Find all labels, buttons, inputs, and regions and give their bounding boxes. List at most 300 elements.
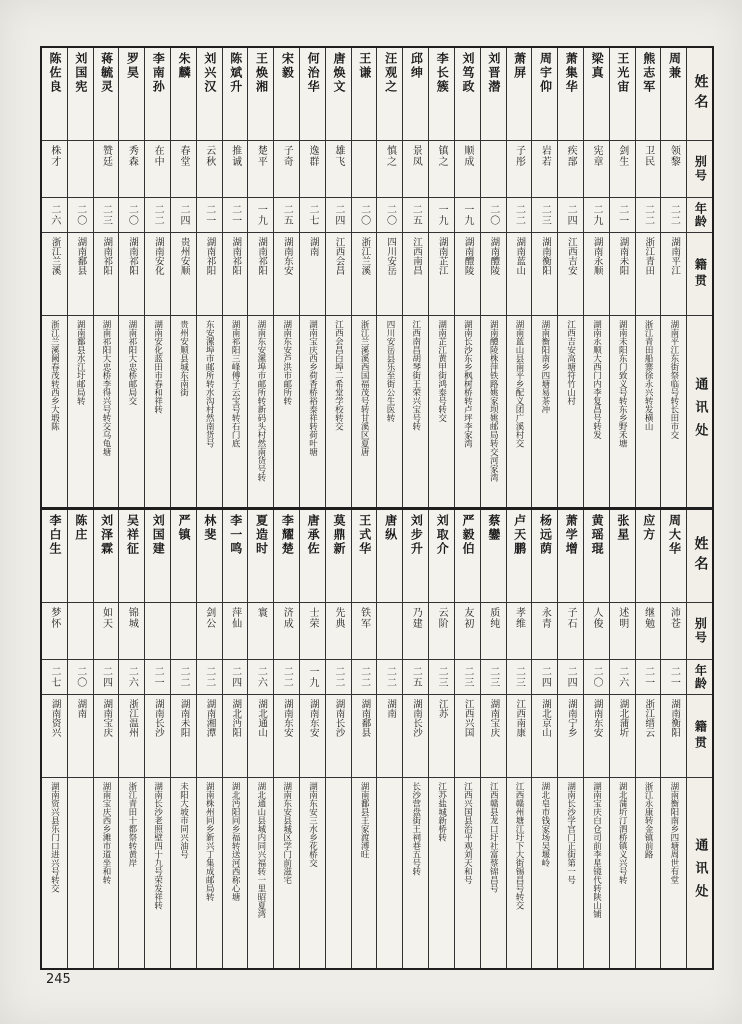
entry-name: 唐焕文 (326, 48, 351, 141)
entry-native: 浙江缙云 (636, 695, 661, 778)
entry-alias: 推诚 (223, 141, 248, 198)
entry-column (144, 48, 170, 507)
entry-address: 湖南资兴县乐门口进兴号转交 (49, 781, 60, 892)
entry-name: 李长簇 (429, 48, 454, 141)
entry-column (480, 510, 506, 969)
entry-name: 刘兴汉 (197, 48, 222, 141)
entry-name: 黄瑶琨 (584, 510, 609, 603)
entry-age: 二〇 (68, 198, 93, 233)
entry-address: 湖南未阳东门致义号转东乡野禾塘 (617, 320, 628, 448)
entry-age: 二〇 (68, 660, 93, 695)
entry-age: 二〇 (481, 198, 506, 233)
header-name: 姓名 (687, 48, 712, 141)
entry-column (42, 510, 67, 969)
entry-alias (481, 141, 506, 198)
entry-address: 湖南祁阳三峰傅子云宝号转石门底 (230, 320, 241, 448)
entry-name: 吴祥征 (119, 510, 144, 603)
entry-native: 江西会昌 (326, 233, 351, 316)
entry-column (506, 510, 532, 969)
entry-address: 四川安岳县乐至街公生医转 (384, 320, 395, 422)
entry-address: 江西吉安高塘符竹山村 (565, 320, 576, 405)
entry-age: 一九 (429, 198, 454, 233)
entry-name: 萧学增 (558, 510, 583, 603)
entry-address: 湖北皂市钱家场吴堰岭 (539, 781, 550, 867)
entry-column (609, 510, 635, 969)
entry-column (402, 48, 428, 507)
entry-age: 二四 (558, 198, 583, 233)
entry-age: 二一 (661, 660, 686, 695)
entry-alias: 铁军 (352, 603, 377, 660)
entry-column (402, 510, 428, 969)
entry-age: 二〇 (352, 198, 377, 233)
entry-alias: 孝维 (507, 603, 532, 660)
entry-name: 李耀楚 (274, 510, 299, 603)
entry-age: 二六 (610, 660, 635, 695)
entry-name: 严镇 (171, 510, 196, 603)
entry-native: 湖南长沙 (326, 695, 351, 778)
entry-address: 浙江兰溪溪西国福茂号转甘溪区夏唐 (359, 320, 370, 456)
entry-alias: 卫民 (636, 141, 661, 198)
entry-alias: 景凤 (403, 141, 428, 198)
entry-age: 二七 (300, 198, 325, 233)
entry-name: 朱麟 (171, 48, 196, 141)
entry-column (660, 48, 686, 507)
entry-native: 湖南宁乡 (558, 695, 583, 778)
entry-column (531, 48, 557, 507)
entry-native: 湖南长沙 (403, 695, 428, 778)
entry-address: 江苏盐城新桥转 (436, 781, 447, 841)
entry-native: 湖南祁阳 (223, 233, 248, 316)
entry-alias: 楚平 (248, 141, 273, 198)
entry-age: 二二 (274, 660, 299, 695)
entry-alias: 云秋 (197, 141, 222, 198)
entry-age: 二六 (248, 660, 273, 695)
entry-alias: 寰 (248, 603, 273, 660)
entry-name: 蒋毓灵 (94, 48, 119, 141)
entry-native: 湖南未阳 (171, 695, 196, 778)
entry-age: 二五 (403, 198, 428, 233)
entry-column (196, 510, 222, 969)
entry-address: 未阳大坡市同兴油号 (178, 781, 189, 858)
entry-native: 江苏 (429, 695, 454, 778)
entry-alias: 沛苍 (661, 603, 686, 660)
entry-alias: 秀森 (119, 141, 144, 198)
entry-address: 湖南安化蓝田市春和祥转 (152, 320, 163, 414)
entry-name: 周宇仰 (532, 48, 557, 141)
entry-column (93, 510, 119, 969)
entry-address: 湖南鄱县王家渡溥旺 (359, 781, 370, 858)
entry-column (222, 48, 248, 507)
header-name: 姓名 (687, 510, 712, 603)
entry-age: 二四 (326, 198, 351, 233)
entry-name: 邱绅 (403, 48, 428, 141)
entry-column (531, 510, 557, 969)
entry-age: 一九 (248, 198, 273, 233)
entry-age: 二九 (584, 198, 609, 233)
entry-address: 湖南宝庆西乡滩市道坐和转 (101, 781, 111, 884)
entry-alias: 梦怀 (42, 603, 67, 660)
entry-native: 湖南东安 (584, 695, 609, 778)
entry-age: 二四 (558, 660, 583, 695)
entry-column (170, 48, 196, 507)
entry-column (299, 510, 325, 969)
entry-column (583, 510, 609, 969)
entry-name: 李白生 (42, 510, 67, 603)
entry-alias: 岩若 (532, 141, 557, 198)
entry-name: 王焕湘 (248, 48, 273, 141)
entry-native: 湖南 (300, 233, 325, 316)
entry-alias: 子彤 (507, 141, 532, 198)
entry-column (118, 48, 144, 507)
entry-column (609, 48, 635, 507)
entry-name: 梁真 (584, 48, 609, 141)
entry-name: 汪观之 (377, 48, 402, 141)
entry-alias (68, 603, 93, 660)
entry-name: 刘国建 (145, 510, 170, 603)
entry-alias: 株才 (42, 141, 67, 198)
entry-name: 萧集华 (558, 48, 583, 141)
entry-age: 二二 (636, 198, 661, 233)
header-native: 籍贯 (687, 233, 712, 316)
entry-address: 湖南株州同乡新兴丁集成邮局转 (204, 781, 215, 901)
entry-column (144, 510, 170, 969)
entry-column (635, 48, 661, 507)
entry-native: 湖南鄱县 (352, 695, 377, 778)
entry-column (325, 48, 351, 507)
entry-address: 湖北沔阳同乡福转送河西称心塘 (230, 781, 241, 901)
entry-alias: 述明 (610, 603, 635, 660)
entry-address: 长沙营盘街王祠巷五号转 (410, 781, 421, 875)
entry-age: 二〇 (377, 198, 402, 233)
entry-name: 林斐 (197, 510, 222, 603)
entry-column (196, 48, 222, 507)
entry-column (67, 510, 93, 969)
entry-alias: 慎之 (377, 141, 402, 198)
entry-name: 严毅伯 (455, 510, 480, 603)
entry-age: 二四 (223, 660, 248, 695)
entry-name: 罗昊 (119, 48, 144, 141)
entry-column (557, 48, 583, 507)
entry-address (377, 778, 402, 969)
entry-column (273, 48, 299, 507)
entry-age: 二二 (507, 198, 532, 233)
entry-name: 周大华 (661, 510, 686, 603)
header-age: 年龄 (687, 660, 712, 695)
entry-age: 二四 (171, 198, 196, 233)
entry-native: 湖南醴陵 (455, 233, 480, 316)
entry-column (351, 510, 377, 969)
entry-column (170, 510, 196, 969)
entry-address: 湖南东安漯埠市邮所转新码头村然南货号转 (255, 320, 266, 482)
entry-alias: 剑公 (197, 603, 222, 660)
entry-native: 湖南宝庆 (94, 695, 119, 778)
entry-address: 江西南昌胡琴街王荣兴宝号转 (410, 320, 421, 431)
entry-native: 浙江青田 (636, 233, 661, 316)
entry-address: 湖南衡阳南乡四塘易茶冲 (539, 320, 550, 414)
register-band-bottom (42, 507, 712, 969)
entry-native: 浙江温州 (119, 695, 144, 778)
entry-alias: 春堂 (171, 141, 196, 198)
entry-native: 浙江兰溪 (352, 233, 377, 316)
entry-native: 湖南祁阳 (119, 233, 144, 316)
entry-alias: 济成 (274, 603, 299, 660)
entry-name: 李南孙 (145, 48, 170, 141)
entry-alias: 先典 (326, 603, 351, 660)
entry-age: 二三 (429, 660, 454, 695)
entry-native: 湖南祁阳 (94, 233, 119, 316)
entry-age: 二二 (352, 660, 377, 695)
entry-alias: 在中 (145, 141, 170, 198)
entry-alias: 剑生 (610, 141, 635, 198)
entry-address: 浙江永康转金镇前路 (643, 781, 654, 858)
entry-age: 一九 (455, 198, 480, 233)
entry-native: 湖北通山 (248, 695, 273, 778)
entry-address: 江西兴国县治平观刘天和号 (462, 781, 473, 884)
entry-native: 湖南东安 (274, 695, 299, 778)
entry-address: 浙江青田十都祭转黄岸 (126, 781, 137, 867)
header-alias: 别号 (687, 141, 712, 198)
entry-name: 刘步升 (403, 510, 428, 603)
entry-address: 湖南东安芦洪市邮所转 (281, 320, 292, 405)
entry-address: 湖南永顺大西门内李复昌号转发 (591, 320, 602, 439)
entry-native: 湖南永顺 (584, 233, 609, 316)
entry-address: 湖南芷江黄甲街鸿泰号转交 (436, 320, 447, 422)
page-number: 245 (46, 972, 71, 987)
entry-address: 湖南平江东街祭临号转长田市交 (668, 320, 679, 439)
entry-name: 应方 (636, 510, 661, 603)
entry-column (376, 510, 402, 969)
entry-column (93, 48, 119, 507)
entry-native: 湖南长沙 (145, 695, 170, 778)
entry-address: 湖南东安县城区学门前滋宅 (281, 781, 292, 884)
entry-column (557, 510, 583, 969)
entry-alias: 友初 (455, 603, 480, 660)
entry-column (299, 48, 325, 507)
entry-native: 湖南祁阳 (197, 233, 222, 316)
entry-column (222, 510, 248, 969)
entry-address: 湖南宝庆西乡荷香桥裕泰祥转荷叶塘 (307, 320, 318, 456)
entry-alias: 质纯 (481, 603, 506, 660)
entry-native: 贵州安顺 (171, 233, 196, 316)
entry-column (454, 510, 480, 969)
entry-age: 二一 (636, 660, 661, 695)
entry-name: 萧屏 (507, 48, 532, 141)
header-column (686, 510, 712, 969)
entry-alias (377, 603, 402, 660)
header-alias: 别号 (687, 603, 712, 660)
header-column (686, 48, 712, 507)
entry-native: 湖南平江 (661, 233, 686, 316)
entry-alias: 顺成 (455, 141, 480, 198)
entry-address: 湖南宝庆白仓司前李星镜代转陕山铺 (591, 781, 602, 918)
entry-native: 湖北蒲圻 (610, 695, 635, 778)
entry-alias: 云阶 (429, 603, 454, 660)
entry-alias (352, 141, 377, 198)
entry-address: 湖南东安三水乡花桥交 (307, 781, 318, 867)
entry-native: 湖南未阳 (610, 233, 635, 316)
entry-name: 李一鸣 (223, 510, 248, 603)
entry-column (428, 48, 454, 507)
entry-address: 江西赣州塘江圩下大街锡昌号转交 (514, 781, 524, 909)
entry-alias: 雄飞 (326, 141, 351, 198)
entry-column (376, 48, 402, 507)
entry-native: 浙江兰溪 (42, 233, 67, 316)
entry-age: 二六 (42, 198, 67, 233)
entry-native: 湖南蓝山 (507, 233, 532, 316)
entry-address: 湖南祁阳大忠桥邮局交 (126, 320, 137, 405)
entry-alias (68, 141, 93, 198)
entry-native: 湖南芷江 (429, 233, 454, 316)
entry-column (428, 510, 454, 969)
entry-address: 湖南长沙东乡枫树桥转卢坪李家湾 (462, 320, 473, 448)
entry-alias: 镇之 (429, 141, 454, 198)
entry-alias (145, 603, 170, 660)
entry-native: 湖南鄱县 (68, 233, 93, 316)
entry-column (67, 48, 93, 507)
entry-native: 湖南 (377, 695, 402, 778)
entry-address: 湖南长沙老照壁四十九号荣发祥转 (152, 781, 163, 909)
entry-name: 杨远荫 (532, 510, 557, 603)
entry-age: 二一 (610, 198, 635, 233)
entry-address (68, 778, 93, 969)
entry-native: 湖南资兴 (42, 695, 67, 778)
entry-age: 二七 (42, 660, 67, 695)
entry-native: 湖南安化 (145, 233, 170, 316)
entry-column (42, 48, 67, 507)
entry-address: 湖南衡阳南乡四塘周世有堂 (668, 781, 679, 884)
entry-column (247, 48, 273, 507)
entry-name: 宋毅 (274, 48, 299, 141)
entry-alias: 子奇 (274, 141, 299, 198)
entry-alias: 如天 (94, 603, 119, 660)
entry-column (506, 48, 532, 507)
entry-address: 湖北通山县城内同兴福转一里昭夏湾 (255, 781, 266, 918)
entry-age: 二四 (94, 660, 119, 695)
entry-column (325, 510, 351, 969)
entry-age: 二一 (145, 660, 170, 695)
entry-age: 二二 (197, 660, 222, 695)
register-band-top (42, 48, 712, 507)
entry-name: 陈斌升 (223, 48, 248, 141)
entry-address: 贵州安顺县城东南街 (178, 320, 189, 397)
entry-name: 刘晋潜 (481, 48, 506, 141)
entry-alias: 子石 (558, 603, 583, 660)
entry-age: 二四 (532, 660, 557, 695)
entry-native: 江西南昌 (403, 233, 428, 316)
entry-native: 湖南祁阳 (248, 233, 273, 316)
entry-native: 湖南湘潭 (197, 695, 222, 778)
entry-address: 江西赣县龙口圩社富蔡锦昌号 (488, 781, 499, 892)
entry-address: 湖南祁阳大忠桥李得兴号转交乌龟塘 (101, 320, 111, 456)
entry-alias: 领黎 (661, 141, 686, 198)
entry-column (454, 48, 480, 507)
entry-name: 陈庄 (68, 510, 93, 603)
entry-address: 浙江青田船寨徐永兴转发横山 (643, 320, 654, 431)
entry-address: 东安漯埠市邮所转水沟村然南货号 (204, 320, 215, 448)
entry-native: 江西吉安 (558, 233, 583, 316)
entry-name: 莫鼎新 (326, 510, 351, 603)
entry-alias: 疾郚 (558, 141, 583, 198)
entry-age: 二三 (532, 198, 557, 233)
entry-name: 刘泽霖 (94, 510, 119, 603)
entry-native: 湖南衡阳 (661, 695, 686, 778)
entry-age: 二二 (377, 660, 402, 695)
entry-native: 湖南 (68, 695, 93, 778)
entry-name: 刘取介 (429, 510, 454, 603)
entry-alias: 逸群 (300, 141, 325, 198)
entry-native: 湖北沔阳 (223, 695, 248, 778)
entry-native: 湖南醴陵 (481, 233, 506, 316)
entry-alias: 人俊 (584, 603, 609, 660)
entry-age: 二二 (145, 198, 170, 233)
entry-name: 张星 (610, 510, 635, 603)
entry-name: 唐纵 (377, 510, 402, 603)
entry-column (273, 510, 299, 969)
header-address: 通讯处 (687, 778, 712, 969)
entry-address (326, 778, 351, 969)
entry-alias: 继勉 (636, 603, 661, 660)
register-table (40, 46, 714, 970)
entry-column (480, 48, 506, 507)
entry-alias: 萍仙 (223, 603, 248, 660)
entry-native: 湖南东安 (300, 695, 325, 778)
entry-age: 一九 (300, 660, 325, 695)
entry-age: 二一 (197, 198, 222, 233)
entry-address: 湖南长沙学宫门正街第一号 (565, 781, 576, 884)
entry-alias: 宪章 (584, 141, 609, 198)
entry-name: 何治华 (300, 48, 325, 141)
entry-column (351, 48, 377, 507)
entry-name: 夏造时 (248, 510, 273, 603)
entry-name: 王光宙 (610, 48, 635, 141)
entry-column (118, 510, 144, 969)
entry-age: 二二 (661, 198, 686, 233)
entry-age: 二三 (507, 660, 532, 695)
entry-name: 王式华 (352, 510, 377, 603)
entry-alias: 赞廷 (94, 141, 119, 198)
entry-name: 蔡鑾 (481, 510, 506, 603)
entry-name: 唐承佐 (300, 510, 325, 603)
entry-age: 二一 (223, 198, 248, 233)
entry-column (635, 510, 661, 969)
entry-address: 湖南鄱县水江圩邮局转 (75, 320, 86, 405)
entry-column (660, 510, 686, 969)
entry-alias (171, 603, 196, 660)
entry-age: 二六 (119, 660, 144, 695)
entry-alias: 士荣 (300, 603, 325, 660)
entry-age: 二二 (326, 660, 351, 695)
entry-alias: 永青 (532, 603, 557, 660)
entry-alias: 锦城 (119, 603, 144, 660)
header-native: 籍贯 (687, 695, 712, 778)
entry-native: 四川安岳 (377, 233, 402, 316)
entry-native: 湖南东安 (274, 233, 299, 316)
entry-age: 二三 (94, 198, 119, 233)
entry-address: 湖北蒲圻汀泗桥镇义兴号转 (617, 781, 628, 884)
entry-native: 湖南宝庆 (481, 695, 506, 778)
entry-name: 周兼 (661, 48, 686, 141)
entry-name: 陈佐良 (42, 48, 67, 141)
entry-native: 湖南衡阳 (532, 233, 557, 316)
entry-native: 湖北京山 (532, 695, 557, 778)
entry-name: 熊志军 (636, 48, 661, 141)
entry-age: 二五 (403, 660, 428, 695)
entry-address: 湖南醴陵株萍铁路姚家坝姚邮局转交河家湾 (488, 320, 499, 482)
entry-column (583, 48, 609, 507)
header-address: 通讯处 (687, 316, 712, 507)
entry-name: 刘笃政 (455, 48, 480, 141)
entry-age: 二二 (171, 660, 196, 695)
